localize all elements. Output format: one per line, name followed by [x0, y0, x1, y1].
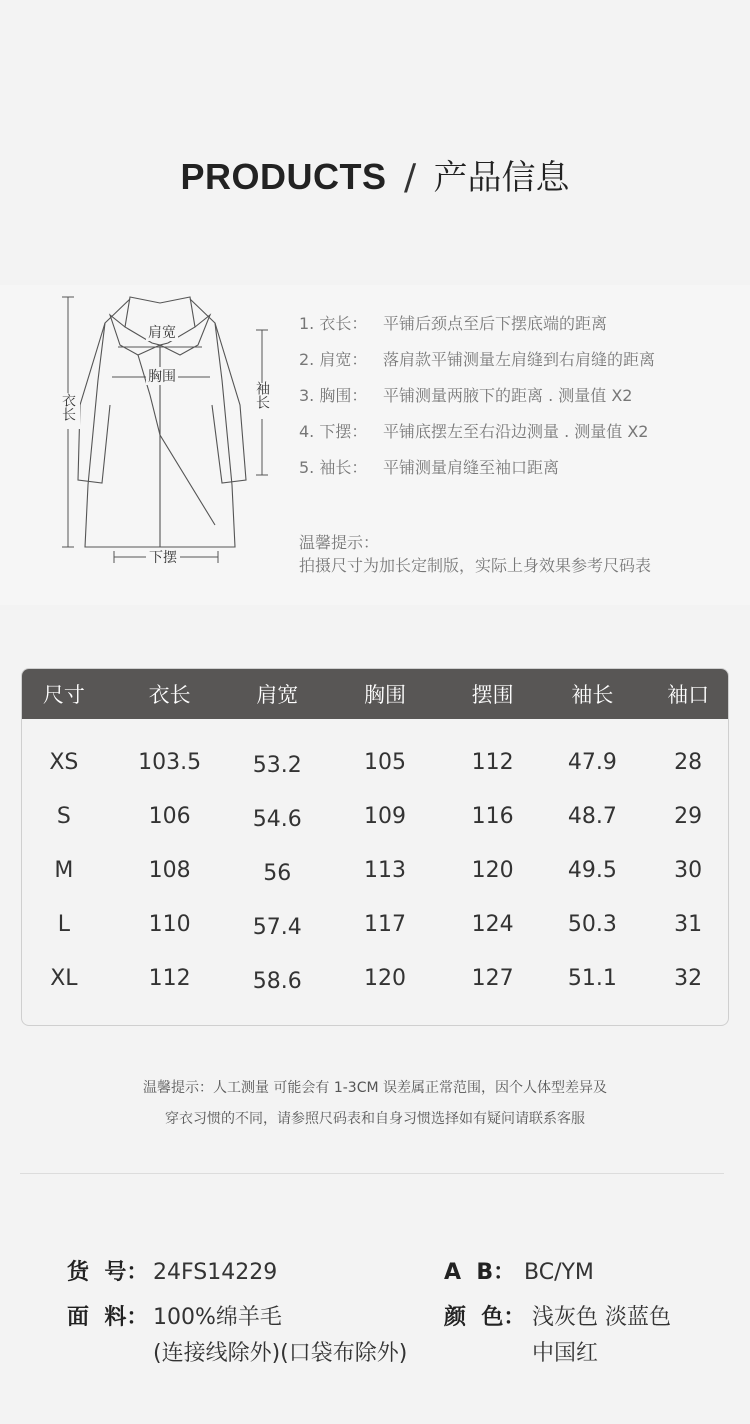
measurement-desc: 平铺底摆左至右沿边测量 . 测量值 X2 [383, 422, 649, 441]
table-cell: 51.1 [567, 965, 617, 991]
table-cell: 117 [363, 911, 406, 937]
table-body [22, 719, 728, 1005]
table-row [22, 843, 728, 897]
column-header: 胸围 [363, 683, 406, 707]
table-cell: 57.4 [252, 914, 302, 940]
table-cell: 108 [148, 857, 191, 883]
table-cell: 53.2 [252, 752, 302, 778]
size-chart-table [21, 668, 729, 1026]
notice-line-2: 穿衣习惯的不同，请参照尺码表和自身习惯选择如有疑问请联系客服 [165, 1111, 585, 1127]
table-cell: 105 [363, 749, 406, 775]
table-cell: 113 [363, 857, 406, 883]
spec-label: A B： [444, 1260, 516, 1285]
measurement-label: 1. 衣长： [299, 314, 368, 333]
table-cell: 47.9 [567, 749, 617, 775]
table-cell: S [56, 803, 71, 829]
title-slash: / [403, 157, 417, 198]
table-cell: 112 [471, 749, 514, 775]
spec-value: 浅灰色 淡蓝色 [532, 1305, 671, 1330]
table-row [22, 897, 728, 951]
measurement-desc: 落肩款平铺测量左肩缝到右肩缝的距离 [383, 350, 656, 369]
label-sleeve: 袖长 [254, 381, 270, 409]
measurement-item [299, 347, 655, 383]
table-row [22, 951, 728, 1005]
column-header: 袖长 [571, 683, 614, 707]
column-header: 袖口 [667, 683, 710, 707]
column-header: 肩宽 [256, 683, 299, 707]
table-cell: 106 [148, 803, 191, 829]
measurement-desc: 平铺测量两腋下的距离 . 测量值 X2 [383, 386, 633, 405]
column-header: 尺寸 [42, 683, 85, 707]
table-header-row [22, 669, 728, 719]
coat-illustration [50, 285, 280, 579]
spec-label: 货 号： [67, 1260, 149, 1285]
table-cell: 112 [148, 965, 191, 991]
table-cell: 48.7 [567, 803, 617, 829]
title-en: PRODUCTS [180, 156, 387, 197]
spec-value: 24FS14229 [153, 1260, 278, 1285]
spec-label: 颜 色： [444, 1305, 526, 1330]
diagram-tip-text: 拍摄尺寸为加长定制版，实际上身效果参考尺码表 [299, 556, 652, 575]
table-cell: 58.6 [252, 968, 302, 994]
label-hem: 下摆 [149, 550, 177, 566]
table-cell: 103.5 [138, 749, 202, 775]
section-divider [20, 1173, 724, 1174]
table-cell: 110 [148, 911, 191, 937]
measurement-item [299, 455, 655, 491]
measurement-label: 5. 袖长： [299, 458, 368, 477]
measurement-item [299, 383, 655, 419]
title-cn: 产品信息 [433, 158, 570, 198]
table-cell: 56 [263, 860, 292, 886]
table-cell: 30 [674, 857, 703, 883]
notice-line-1: 温馨提示：人工测量 可能会有 1-3CM 误差属正常范围，因个人体型差异及 [142, 1080, 608, 1096]
measurement-diagram-panel [0, 285, 750, 605]
table-cell: 120 [363, 965, 406, 991]
table-cell: 31 [674, 911, 703, 937]
table-cell: L [57, 911, 71, 937]
column-header: 摆围 [471, 683, 514, 707]
table-cell: 50.3 [567, 911, 617, 937]
measurement-notice [0, 1073, 750, 1135]
measurement-label: 2. 肩宽： [299, 350, 368, 369]
table-cell: 49.5 [567, 857, 617, 883]
label-shoulder: 肩宽 [148, 325, 176, 341]
spec-label: 面 料： [67, 1305, 149, 1330]
measurement-label: 4. 下摆： [299, 422, 368, 441]
table-cell: 124 [471, 911, 514, 937]
page-title [0, 150, 750, 199]
spec-value-extra: 中国红 [532, 1341, 599, 1366]
measurement-desc: 平铺测量肩缝至袖口距离 [383, 458, 560, 477]
spec-value: 100%绵羊毛 [153, 1305, 282, 1330]
table-row [22, 735, 728, 789]
measurement-label: 3. 胸围： [299, 386, 368, 405]
measurement-list [299, 311, 655, 491]
table-cell: 120 [471, 857, 514, 883]
table-cell: M [54, 857, 74, 883]
measurement-item [299, 311, 655, 347]
measurement-desc: 平铺后颈点至后下摆底端的距离 [383, 314, 608, 333]
table-row [22, 789, 728, 843]
table-cell: XL [50, 965, 78, 991]
spec-value-note: (连接线除外)(口袋布除外) [153, 1341, 408, 1366]
diagram-tip-heading: 温馨提示： [299, 533, 380, 552]
table-cell: 54.6 [252, 806, 302, 832]
table-cell: 116 [471, 803, 514, 829]
label-length: 衣长 [60, 393, 76, 421]
label-chest: 胸围 [148, 369, 176, 385]
table-cell: XS [49, 749, 79, 775]
spec-value: BC/YM [524, 1260, 594, 1285]
table-cell: 28 [674, 749, 703, 775]
table-cell: 32 [674, 965, 703, 991]
table-cell: 109 [363, 803, 406, 829]
table-cell: 127 [471, 965, 514, 991]
measurement-item [299, 419, 655, 455]
column-header: 衣长 [148, 683, 191, 707]
table-cell: 29 [674, 803, 703, 829]
